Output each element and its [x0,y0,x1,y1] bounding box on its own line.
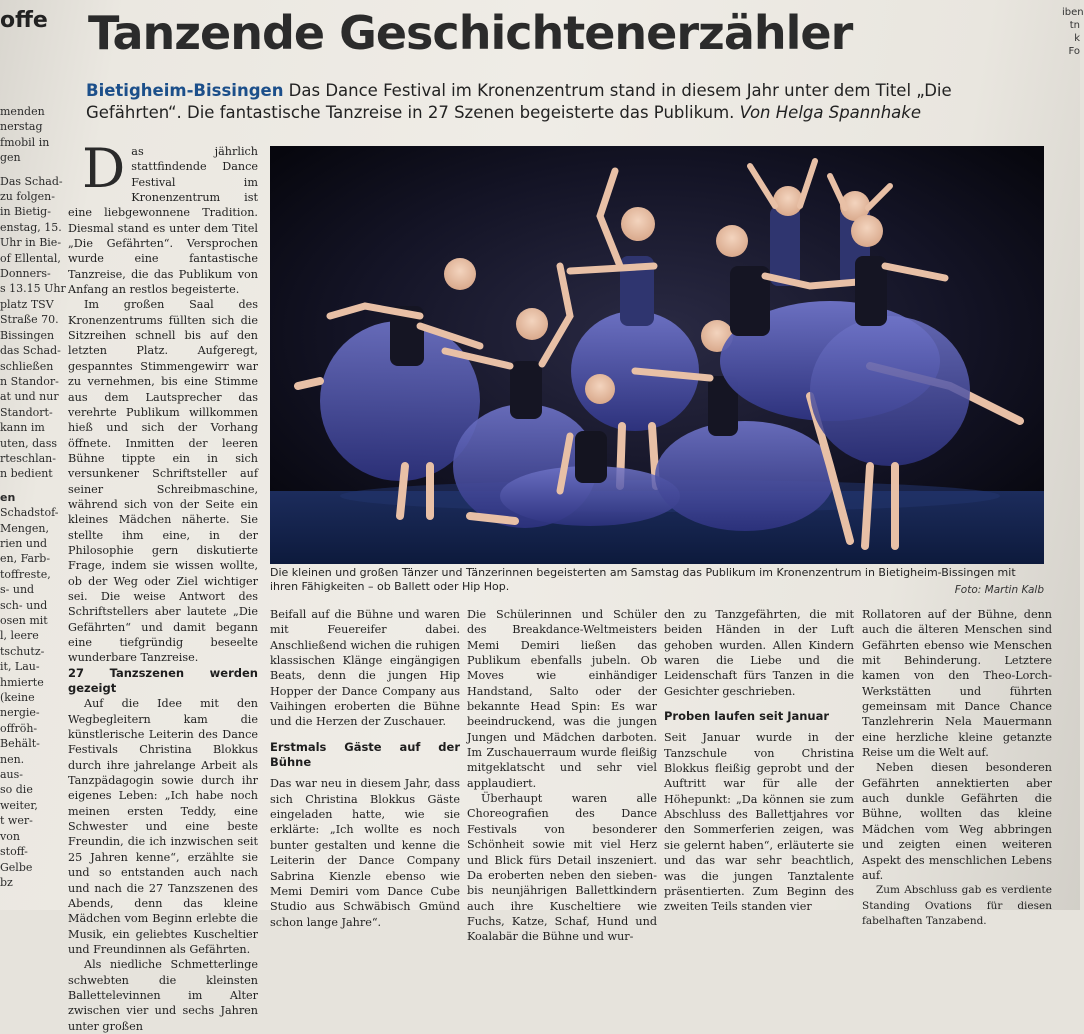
fragment-line: tschutz- [0,644,45,658]
closing-line: Zum Abschluss gab es verdiente Standing Ovations für diesen fabelhaften Tanzabend. [862,884,1052,927]
paragraph: Das war neu in diesem Jahr, dass sich Christina Blokkus Gäste eingeladen hatte, wie sie erklärte: „Ich wollte es noch bunter gestalten und kenne die Leiterin der Dance Company Sabrina Kienzle ebenso wie Memi Demiri vom Dance Cube Studio aus Schwäbisch Gmünd schon lange Jahre“. [270,777,460,929]
fragment-line: in Bietig- [0,205,51,219]
fragment-line: en [0,490,16,504]
subheading: 27 Tanzszenen werden gezeigt [68,665,258,696]
article-lead [86,80,1026,124]
fragment-line: l, leere [0,629,39,643]
paragraph: Rollatoren auf der Bühne, denn auch die älteren Menschen sind Gefährten ebenso wie Menschen mit Behinderung. Letztere kamen von den Theo-Lorch-Werkstätten und führten gemeinsam mit Dance Chance Tanzlehrerin Nela Mauermann eine herzliche kleine getanzte Reise um die Welt auf. [862,608,1052,760]
fragment-line: aus- [0,768,24,782]
fragment-line: rteschlan- [0,451,56,465]
fragment-line: s 13.15 Uhr [0,282,66,296]
paragraph: Auf die Idee mit den Wegbegleitern kam die künstlerische Leiterin des Dance Festivals Christina Blokkus durch ihre jahrelange Arbeit als Tanzpädagogin sowie durch ihr eigenes Leben: „Ich habe noch meinen ersten Teddy, eine Schwester und eine beste Freundin, die ich inzwischen seit 25 Jahren kenne“, erzählte sie und so entstanden auch nach und nach die 27 Tanzszenen des Abends, denn das kleine Mädchen vom Beginn erlebte die Musik, ein geliebtes Kuscheltier und Freundinnen als Gefährten. [68,697,258,956]
ballet-dancers-image [270,146,1044,564]
fragment-line: schließen [0,359,54,373]
fragment-line: menden [0,105,45,118]
fragment-line: of Ellental, [0,251,61,265]
fragment-line: Schadstof- [0,506,59,520]
fragment-line: sch- und [0,598,48,612]
right-edge-line: tn k [1069,20,1080,44]
dance-photo [270,146,1044,564]
article-column-5 [862,607,1052,929]
fragment-line: weiter, [0,798,38,812]
fragment-line: it, Lau- [0,660,40,674]
fragment-line: von [0,829,20,843]
fragment-line: Behält- [0,737,40,751]
fragment-line: rien und [0,536,48,550]
fragment-line: nen. [0,752,25,766]
photo-credit: Foto: Martin Kalb [954,584,1044,596]
right-edge-line: Fo [1068,46,1080,57]
fragment-line: Uhr in Bie- [0,236,62,250]
fragment-line: platz TSV [0,297,54,311]
adjacent-article-column [0,104,66,904]
column-gap [0,482,60,490]
fragment-line: so die [0,783,33,797]
fragment-line: nerstag [0,120,43,134]
fragment-line: Bissingen [0,328,55,342]
fragment-line: nergie- [0,706,40,720]
paragraph: Neben diesen besonderen Gefährten annektierten aber auch dunkle Gefährten die Bühne, wollten das kleine Mädchen vom Weg abbringen und zeigten einen weiteren Aspekt des menschlichen Lebens auf. [862,761,1052,882]
article-column-4 [664,607,854,915]
fragment-line: Donners- [0,267,51,281]
fragment-line: s- und [0,583,35,597]
paragraph: as jährlich stattfindende Dance Festival im Kronenzentrum ist eine liebgewonnene Tradition. Diesmal stand es unter dem Titel „Die Gefährten“. Versprochen wurde eine fantastische Tanzreise, die das Publikum von Anfang an restlos begeisterte. [68,145,258,297]
lead-text: Das Dance Festival im Kronenzentrum stand in diesem Jahr unter dem Titel „Die Gefährten“. Die fantastische Tanzreise in 27 Szenen begeisterte das Publikum. [86,81,952,122]
fragment-line: Straße 70. [0,313,59,327]
article-column-2 [270,607,460,930]
fragment-line: Gelbe [0,860,33,874]
fragment-line: enstag, 15. [0,220,62,234]
article-headline: Tanzende Geschichtenerzähler [88,6,853,60]
article-column-1 [68,137,258,1034]
fragment-line: at und nur [0,390,59,404]
fragment-line: Mengen, [0,521,49,535]
fragment-line: offröh- [0,721,38,735]
fragment-line: Das Schad- [0,174,63,188]
dateline-place: Bietigheim-Bissingen [86,81,284,100]
column-gap [0,166,60,174]
fragment-line: fmobil in [0,135,50,149]
paragraph: Überhaupt waren alle Choreografien des Dance Festivals von besonderer Schönheit sowie mit viel Herz und Blick fürs Detail inszeniert. Da eroberten neben den sieben- bis neunjährigen Ballettkindern auch ihre Kuscheltiere wie Fuchs, Katze, Schaf, Hund und Koalabär die Bühne und wur- [467,792,657,944]
fragment-line: das Schad- [0,344,61,358]
article-column-3 [467,607,657,945]
fragment-line: uten, dass [0,436,57,450]
fragment-line: en, Farb- [0,552,51,566]
fragment-line: osen mit [0,614,48,627]
paragraph: Im großen Saal des Kronenzentrums füllten sich die Sitzreihen schnell bis auf den letzten Platz. Aufgeregt, gespanntes Stimmengewirr war zu vernehmen, bis eine Stimme aus dem Lautsprecher das verehrte Publikum willkommen hieß und sich der Vorhang öffnete. Inmitten der leeren Bühne tippte ein in sich versunkener Schriftsteller auf seiner Schreibmaschine, während sich von der Seite ein kleines Mädchen näherte. Sie stellte ihm eine, in der Philosophie gern diskutierte Frage, indem sie wissen wollte, ob der Weg oder Ziel wichtiger sei. Die weise Antwort des Schriftstellers aber lautete „Die Gefährten“ und damit begann eine tiefgründig beseelte wunderbare Tanzreise. [68,298,258,665]
fragment-line: toffreste, [0,567,51,581]
author-byline: Von Helga Spannhake [739,103,921,122]
subheading: Erstmals Gäste auf der Bühne [270,739,460,770]
drop-cap: D [82,137,126,200]
adjacent-headline-fragment: offe [0,8,48,33]
subheading: Proben laufen seit Januar [664,709,830,724]
paragraph: Als niedliche Schmetterlinge schwebten die kleinsten Ballettelevinnen im Alter zwischen vier und sechs Jahren unter großen [68,958,258,1033]
fragment-line: gen [0,151,21,165]
paragraph: Die Schülerinnen und Schüler des Breakdance-Weltmeisters Memi Demiri ließen das Publikum ebenfalls jubeln. Ob Moves wie einhändiger Handstand, Salto oder der bekannte Head Spin: Es war beeindruckend, was die jungen Jungen und Mädchen darboten. Im Zuschauerraum wurde fleißig mitgeklatscht und sehr viel applaudiert. [467,608,657,790]
paragraph: Seit Januar wurde in der Tanzschule von Christina Blokkus fleißig geprobt und der Auftritt war für alle der Höhepunkt: „Da können sie zum Abschluss des Ballettjahres vor den Sommerferien zeigen, was sie gelernt haben“, erläuterte sie und das war sehr beachtlich, was die jungen Tanztalente präsentierten. Zum Beginn des zweiten Teils standen vier [664,731,854,914]
fragment-line: hmierte [0,675,44,689]
fragment-line: t wer- [0,814,33,828]
fragment-line: kann im [0,421,45,435]
fragment-line: (keine [0,691,35,705]
fragment-line: Standort- [0,405,53,419]
fragment-line: zu folgen- [0,190,55,204]
paragraph: den zu Tanzgefährten, die mit beiden Händen in der Luft gehoben wurden. Allen Kindern waren die Liebe und die Leidenschaft fürs Tanzen in die Gesichter geschrieben. [664,608,854,698]
photo-caption: Die kleinen und großen Tänzer und Tänzerinnen begeisterten am Samstag das Publikum im Kronenzentrum in Bietigheim-Bissingen mit ihren Fähigkeiten – ob Ballett oder Hip Hop. [270,566,1016,593]
right-edge-fragment [1062,6,1084,58]
fragment-line: stoff- [0,845,28,859]
paragraph: Beifall auf die Bühne und waren mit Feuereifer dabei. Anschließend wichen die ruhigen klassischen Klänge eingängigen Beats, denn die jungen Hip Hopper der Dance Company aus Vaihingen eroberten die Bühne und die Herzen der Zuschauer. [270,608,460,729]
fragment-line: n bedient [0,467,53,481]
fragment-line: n Standor- [0,374,59,388]
fragment-line: bz [0,875,13,889]
right-edge-line: iben [1062,7,1084,18]
